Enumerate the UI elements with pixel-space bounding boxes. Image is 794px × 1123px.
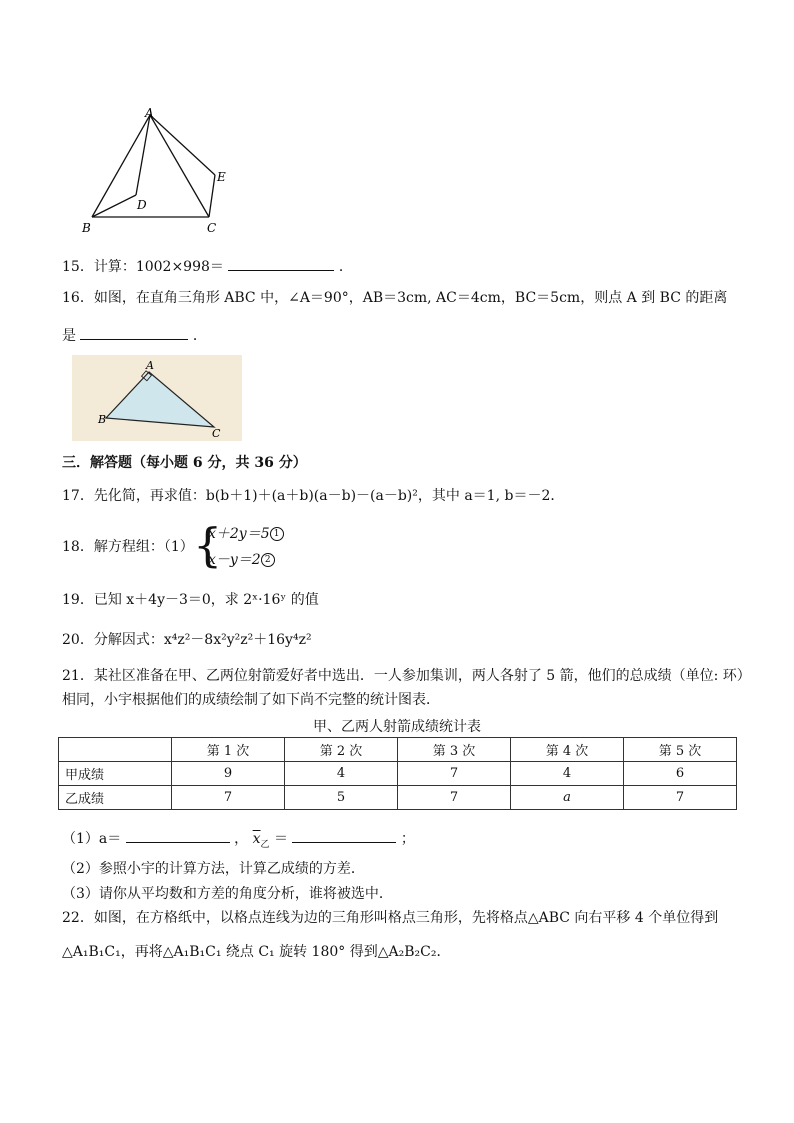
question-22-line1: 22．如图，在方格纸中，以格点连线为边的三角形叫格点三角形，先将格点△ABC 向右平移 4 个单位得到	[62, 910, 719, 926]
geometry-figure-1	[78, 105, 238, 240]
table-cell: 4	[285, 762, 398, 786]
q21-mean-blank[interactable]	[292, 828, 396, 843]
table-title: 甲、乙两人射箭成绩统计表	[313, 719, 481, 735]
q21-a-blank[interactable]	[126, 828, 230, 843]
q15-answer-blank[interactable]	[228, 256, 334, 271]
q15-text: 15．计算：1002×998＝	[62, 259, 224, 275]
table-row	[59, 786, 737, 810]
q18-eq2-text: x－y＝2	[208, 552, 261, 568]
header-cell	[59, 738, 172, 762]
label-D: D	[137, 198, 147, 212]
q21-sub1-end: ；	[400, 831, 415, 847]
q21-sub2: （2）参照小宇的计算方法，计算乙成绩的方差．	[62, 861, 365, 877]
section-3-title: 三．解答题（每小题 6 分，共 36 分）	[62, 455, 307, 471]
q16-text: 16．如图，在直角三角形 ABC 中，∠A＝90°，AB＝3cm, AC＝4cm，BC＝5cm，则点 A 到 BC 的距离	[62, 290, 728, 306]
q18-eq1-mark: 1	[270, 527, 284, 541]
q16-answer-blank[interactable]	[80, 325, 188, 340]
header-cell: 第 5 次	[624, 738, 737, 762]
question-19: 19．已知 x＋4y－3＝0，求 2ˣ·16ʸ 的值	[62, 592, 319, 608]
question-21-line1: 21．某社区准备在甲、乙两位射箭爱好者中选出．一人参加集训，两人各射了 5 箭，他们的总成绩（单位: 环）	[62, 668, 751, 684]
q18-eq2	[208, 549, 275, 569]
table-cell: 4	[511, 762, 624, 786]
row-name: 乙成绩	[59, 786, 172, 810]
q21-xbar: $\overline{x}$	[252, 831, 261, 847]
label-E: E	[217, 170, 226, 184]
label-B: B	[82, 221, 91, 235]
table-cell: 7	[624, 786, 737, 810]
geometry-figure-2	[72, 355, 242, 441]
label-A: A	[145, 106, 154, 120]
table-cell: 6	[624, 762, 737, 786]
fig2-label-B: B	[98, 413, 107, 426]
label-C: C	[207, 221, 217, 235]
question-16-line2	[62, 325, 207, 346]
q15-end: ．	[338, 259, 353, 275]
table-header-row	[59, 738, 737, 762]
q21-sub3: （3）请你从平均数和方差的角度分析，谁将被选中．	[62, 886, 393, 902]
table-cell: a	[511, 786, 624, 810]
q16-end: ．	[192, 328, 207, 344]
table-cell: 5	[285, 786, 398, 810]
q21-sub1	[62, 828, 415, 855]
question-18	[62, 537, 194, 557]
header-cell: 第 2 次	[285, 738, 398, 762]
table-row	[59, 762, 737, 786]
header-cell: 第 3 次	[398, 738, 511, 762]
score-table	[58, 737, 737, 810]
q21-sub1-mid: ，	[234, 831, 249, 847]
q18-eq1-text: x＋2y＝5	[208, 526, 270, 542]
header-cell: 第 4 次	[511, 738, 624, 762]
q16-line2: 是	[62, 328, 76, 344]
question-17: 17．先化简，再求值：b(b＋1)＋(a＋b)(a－b)－(a－b)²，其中 a＝1, b＝－2．	[62, 488, 565, 504]
row-name: 甲成绩	[59, 762, 172, 786]
fig2-label-C: C	[212, 427, 221, 440]
question-20: 20．分解因式：x⁴z²－8x²y²z²＋16y⁴z²	[62, 632, 312, 648]
question-16	[62, 288, 727, 308]
q21-xsub: 乙	[260, 839, 270, 850]
question-21-line2: 相同，小宇根据他们的成绩绘制了如下尚不完整的统计图表．	[62, 692, 440, 708]
q21-sub1-eq: ＝	[274, 831, 288, 847]
table-cell: 7	[398, 786, 511, 810]
q18-prefix: 18．解方程组：（1）	[62, 539, 194, 555]
q18-brace: {	[193, 518, 223, 572]
fig2-label-A: A	[146, 359, 154, 372]
q18-eq2-mark: 2	[261, 553, 275, 567]
question-15	[62, 256, 353, 277]
table-cell: 9	[172, 762, 285, 786]
header-cell: 第 1 次	[172, 738, 285, 762]
question-22-line2: △A₁B₁C₁，再将△A₁B₁C₁ 绕点 C₁ 旋转 180° 得到△A₂B₂C₂．	[62, 944, 451, 960]
table-cell: 7	[398, 762, 511, 786]
q18-eq1	[208, 523, 284, 543]
table-cell: 7	[172, 786, 285, 810]
q21-sub1-prefix: （1）a＝	[62, 831, 122, 847]
